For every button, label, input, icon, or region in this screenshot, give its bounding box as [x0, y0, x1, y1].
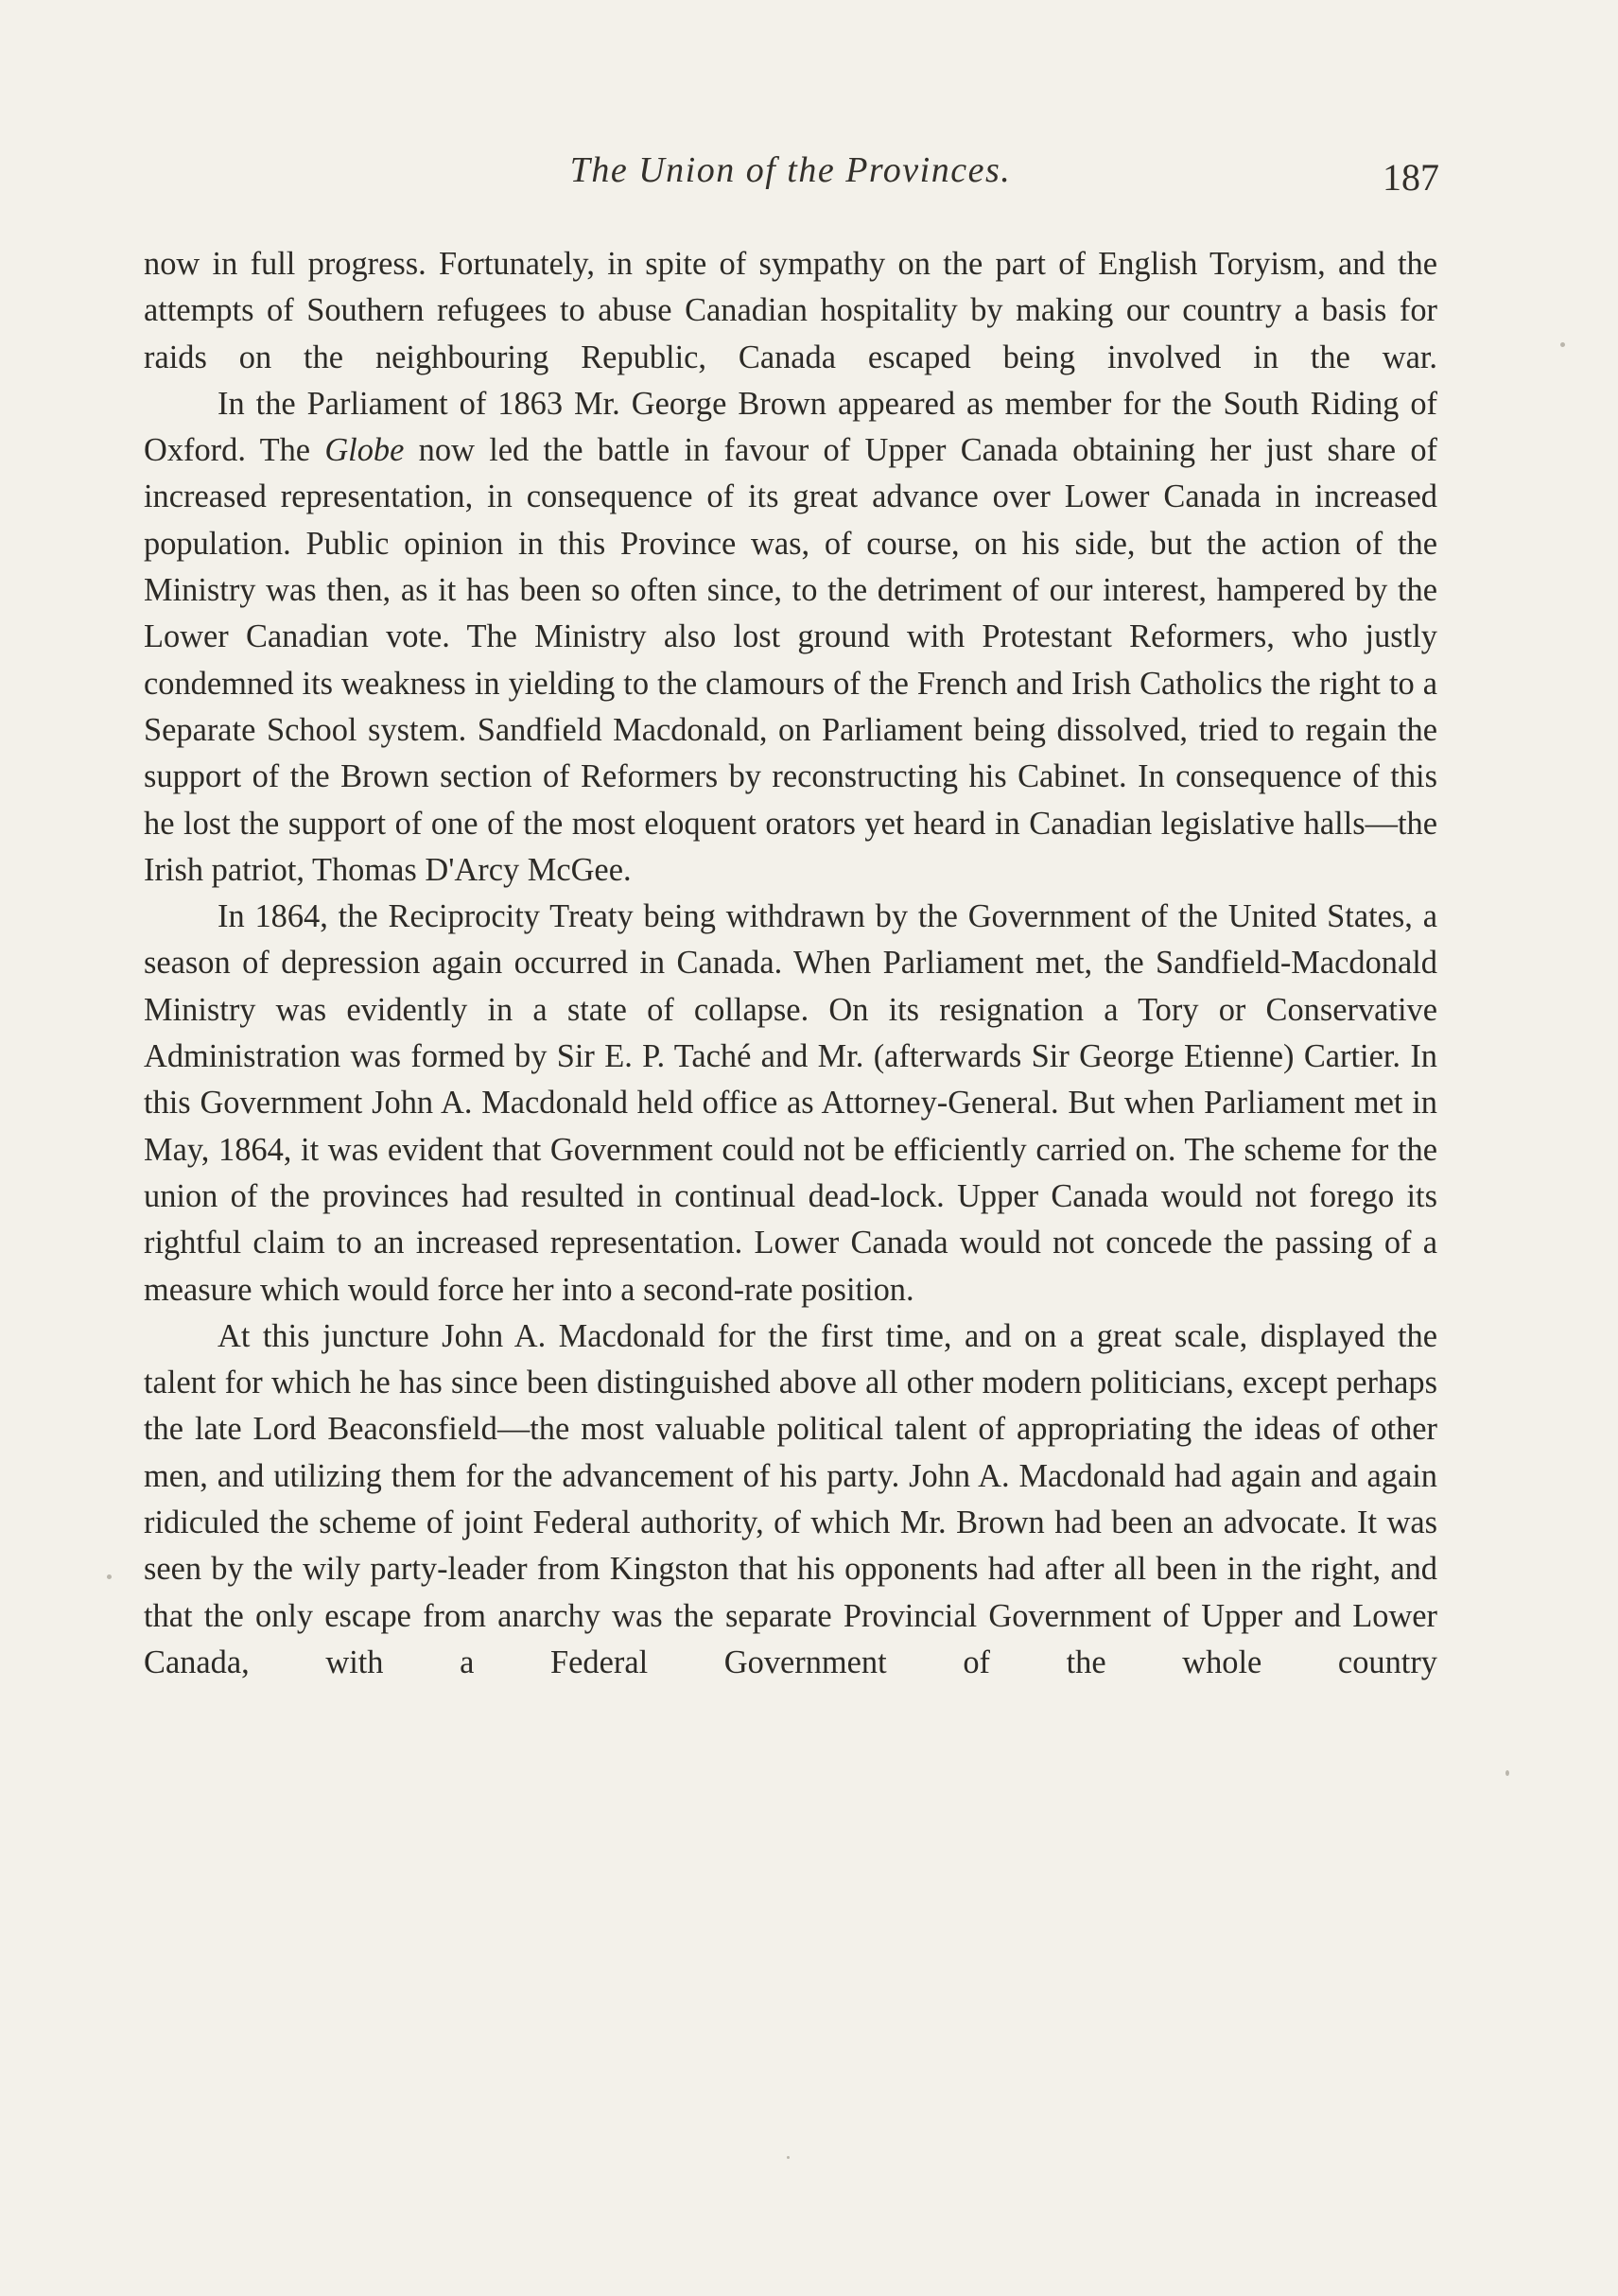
paragraph-text: In 1864, the Reciprocity Treaty being withdrawn by the Government of the United States, a season of depression again occurred in Canada. When Parliament met, the Sandfield-Macdonald Ministry was evidently in a state of collapse. On its resignation a Tory or Conservative Administration was formed by Sir E. P. Taché and Mr. (afterwards Sir George Etienne) Cartier. In this Government John A. Macdonald held office as Attorney-General. But when Parliament met in May, 1864, it was evident that Government could not be efficiently carried on. The scheme for the union of the provinces had resulted in continual dead-lock. Upper Canada would not forego its rightful claim to an increased representation. Lower Canada would not concede the passing of a measure which would force her into a second-rate position. [144, 898, 1437, 1308]
paragraph-text: At this juncture John A. Macdonald for the first time, and on a great scale, displayed the talent for which he has since been distinguished above all other modern politicians, except perhaps the late Lord Beaconsfield—the most valuable political talent of appropriating the ideas of other men, and utilizing them for the advancement of his party. John A. Macdonald had again and again ridiculed the scheme of joint Federal authority, of which Mr. Brown had been an advocate. It was seen by the wily party-leader from Kingston that his opponents had after all been in the right, and that the only escape from anarchy was the separate Provincial Government of Upper and Lower Canada, with a Federal Government of the whole country [144, 1317, 1437, 1680]
paragraph-text: now in full progress. Fortunately, in spite of sympathy on the part of English Toryism, and the attempts of Southern refugees to abuse Canadian hospitality by making our country a basis for raids on the neighbouring Republic, Canada escaped being involved in the war. [144, 246, 1437, 375]
page-number: 187 [1383, 156, 1439, 199]
paragraph [144, 241, 1437, 381]
paragraph-text: In the Parliament of 1863 Mr. George Brown appeared as member for the South Riding of Oxford. The [144, 385, 1437, 469]
running-title: The Union of the Provinces. [569, 150, 1012, 190]
italic-text: Globe [324, 432, 405, 469]
paper-speck [787, 2156, 790, 2159]
paragraph-text: now led the battle in favour of Upper Canada obtaining her just share of increased representation, in consequence of its great advance over Lower Canada in increased population. Public opinion in this Province was, of course, on his side, but the action of the Ministry was then, as it has been so often since, to the detriment of our interest, hampered by the Lower Canadian vote. The Ministry also lost ground with Protestant Reformers, who justly condemned its weakness in yielding to the clamours of the French and Irish Catholics the right to a Separate School system. Sandfield Macdonald, on Parliament being dissolved, tried to regain the support of the Brown section of Reformers by reconstructing his Cabinet. In consequence of this he lost the support of one of the most eloquent orators yet heard in Canadian legislative halls—the Irish patriot, Thomas D'Arcy McGee. [144, 432, 1437, 888]
paper-speck [1505, 1770, 1509, 1776]
paper-speck [1560, 342, 1565, 347]
body-text [144, 241, 1437, 1686]
paragraph [144, 894, 1437, 1313]
paragraph [144, 381, 1437, 894]
paper-speck [107, 1574, 112, 1579]
paragraph [144, 1313, 1437, 1686]
running-head [142, 149, 1439, 206]
